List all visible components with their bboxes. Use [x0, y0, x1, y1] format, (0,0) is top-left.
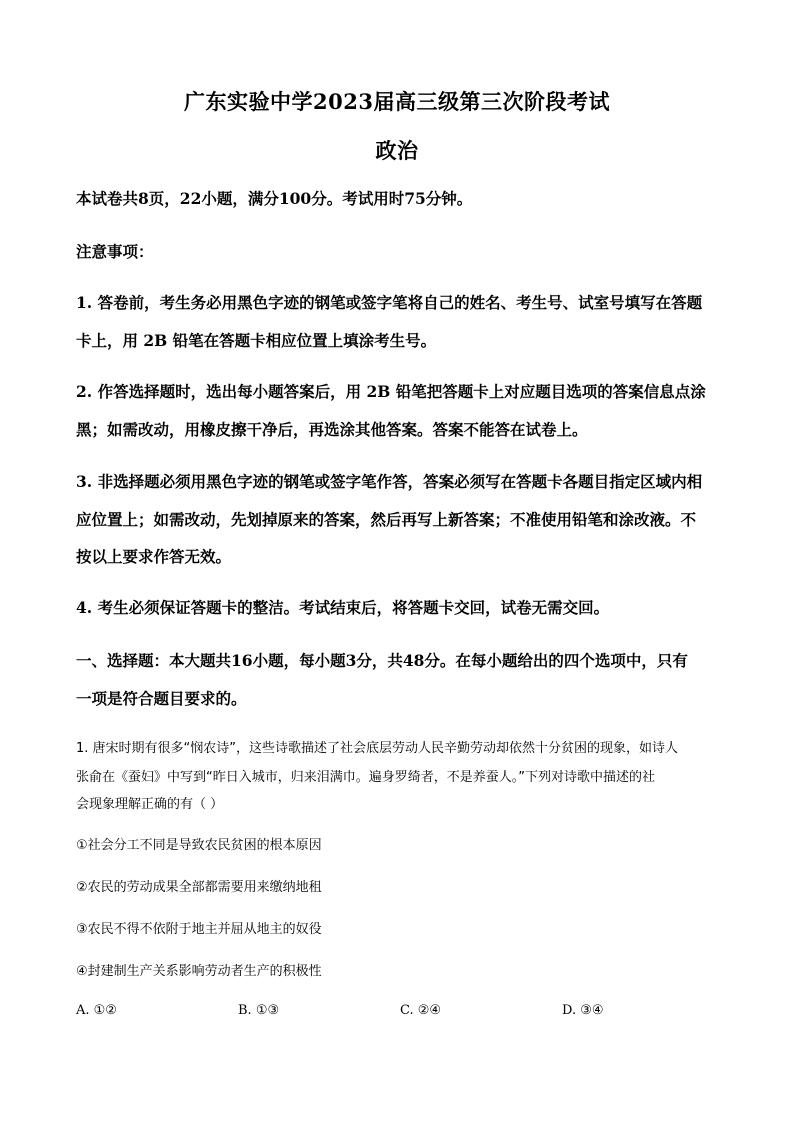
question-1-option-c: C. ②④	[400, 1003, 442, 1018]
notice-item-1-line-1: 1. 答卷前，考生务必用黑色字迹的钢笔或签字笔将自己的姓名、考生号、试室号填写在答题	[76, 293, 703, 312]
question-1-option-b: B. ①③	[238, 1003, 280, 1018]
notice-item-2-line-2: 黑；如需改动，用橡皮擦干净后，再选涂其他答案。答案不能答在试卷上。	[76, 420, 588, 439]
question-1-stem-line-2: 张俞在《蚕妇》中写到“昨日入城市，归来泪满巾。遍身罗绮者，不是养蚕人。”下列对诗歌中描述的社	[76, 770, 655, 785]
question-1-statement-1: ①社会分工不同是导致农民贫困的根本原因	[76, 838, 322, 853]
question-1-option-d: D. ③④	[562, 1003, 604, 1018]
notice-item-2-line-1: 2. 作答选择题时，选出每小题答案后，用 2B 铅笔把答题卡上对应题目选项的答案信息点涂	[76, 382, 706, 401]
question-1-stem-line-3: 会现象理解正确的有（ ）	[76, 797, 224, 812]
section-heading-line-2: 一项是符合题目要求的。	[76, 689, 247, 708]
notice-item-3-line-1: 3. 非选择题必须用黑色字迹的钢笔或签字笔作答，答案必须写在答题卡各题目指定区域内相	[76, 472, 703, 491]
notice-item-3-line-3: 按以上要求作答无效。	[76, 547, 232, 566]
notice-item-3-line-2: 应位置上；如需改动，先划掉原来的答案，然后再写上新答案；不准使用铅笔和涂改液。不	[76, 510, 697, 529]
section-heading-line-1: 一、选择题：本大题共16小题，每小题3分，共48分。在每小题给出的四个选项中，只有	[76, 651, 688, 670]
question-1-stem-line-1: 1. 唐宋时期有很多“悯农诗”，这些诗歌描述了社会底层劳动人民辛勤劳动却依然十分贫困的现象，如诗人	[76, 741, 679, 756]
subject-title: 政治	[375, 138, 419, 163]
exam-intro: 本试卷共8页，22小题，满分100分。考试用时75分钟。	[76, 189, 473, 208]
question-1-statement-3: ③农民不得不依附于地主并屈从地主的奴役	[76, 922, 322, 937]
question-1-option-a: A. ①②	[76, 1003, 117, 1018]
notice-heading: 注意事项：	[76, 242, 154, 261]
notice-item-4-line-1: 4. 考生必须保证答题卡的整洁。考试结束后，将答题卡交回，试卷无需交回。	[76, 598, 610, 617]
notice-item-1-line-2: 卡上，用 2B 铅笔在答题卡相应位置上填涂考生号。	[76, 331, 437, 350]
question-1-statement-4: ④封建制生产关系影响劳动者生产的积极性	[76, 964, 322, 979]
question-1-statement-2: ②农民的劳动成果全部都需要用来缴纳地租	[76, 880, 322, 895]
exam-title: 广东实验中学2023届高三级第三次阶段考试	[184, 89, 610, 114]
